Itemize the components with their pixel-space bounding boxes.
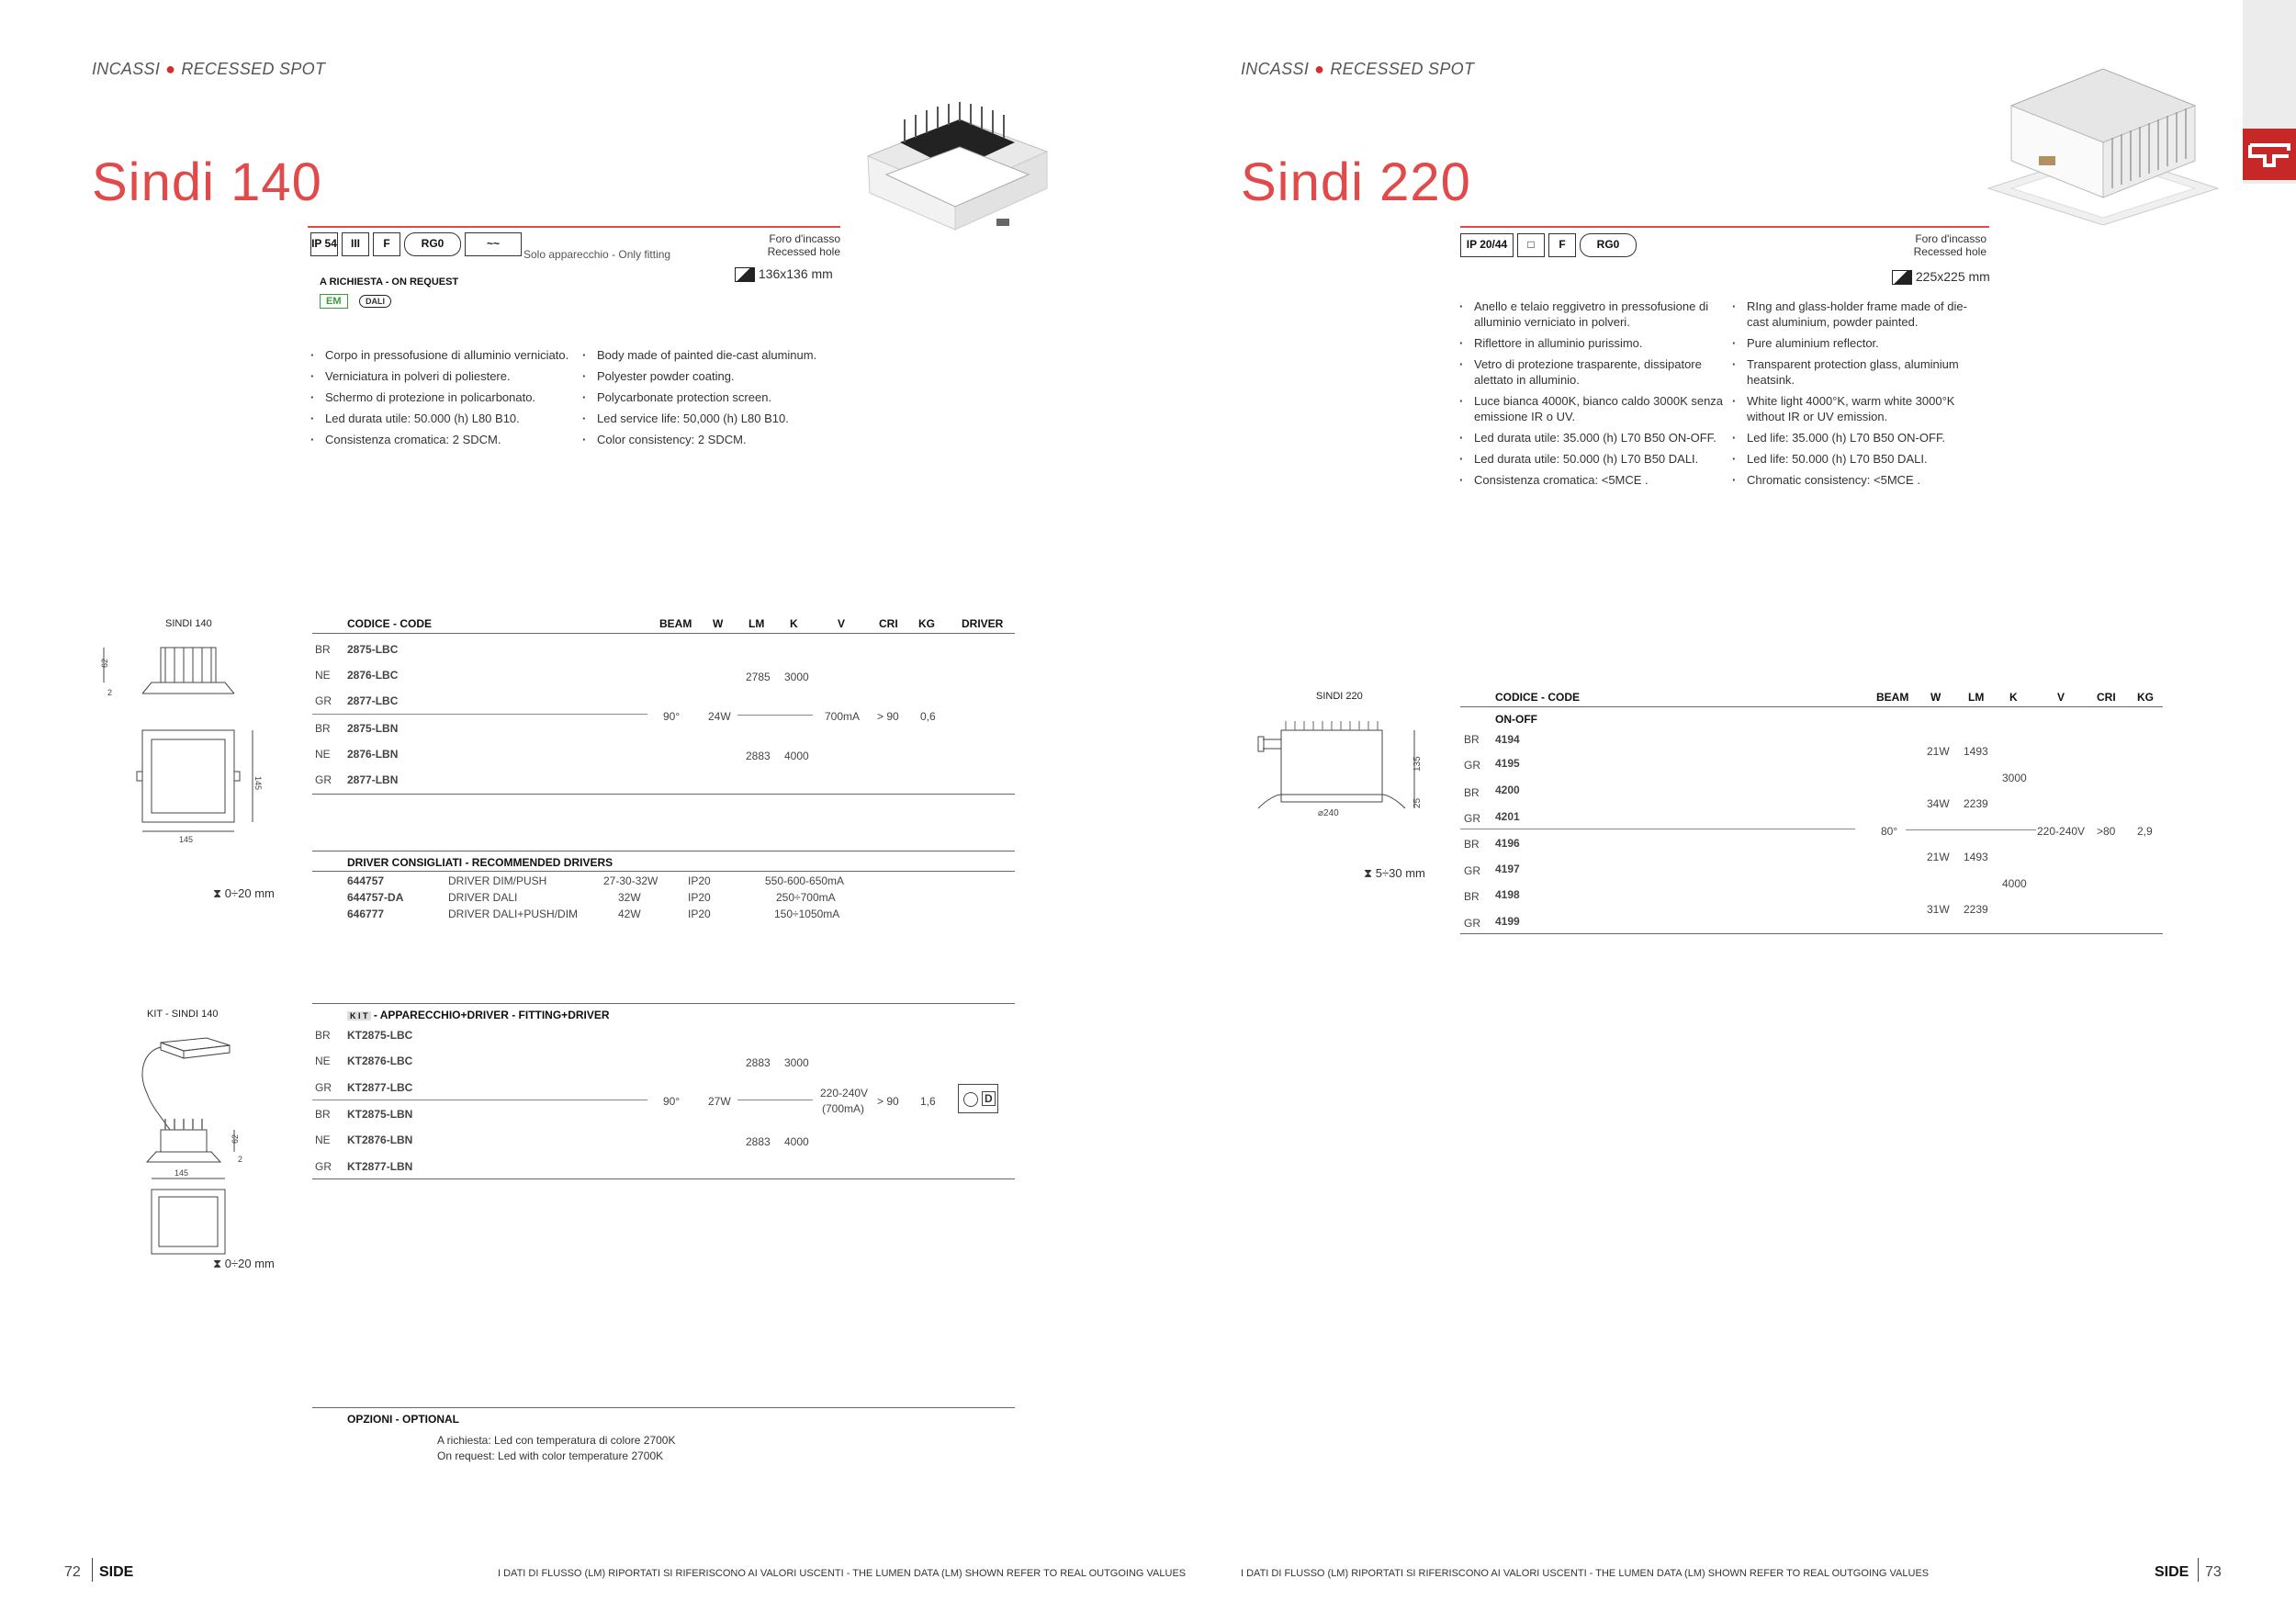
color-code: BR <box>315 722 331 735</box>
kelvin-value: 4000 <box>2002 877 2027 890</box>
description-it <box>309 347 570 453</box>
certification-icons <box>310 232 525 260</box>
watt-value: 31W <box>1927 903 1950 916</box>
dimmable-driver-icon: D <box>958 1084 998 1113</box>
driver-code: 646777 <box>347 908 385 920</box>
col-header-lm: LM <box>748 617 765 630</box>
kit-technical-drawing <box>133 1029 262 1258</box>
driver-current: 250÷700mA <box>776 891 836 904</box>
product-code: 2875-LBN <box>347 722 399 735</box>
footnote: I DATI DI FLUSSO (LM) RIPORTATI SI RIFERISCONO AI VALORI USCENTI - THE LUMEN DATA (LM) SHOWN REFER TO REAL OUTGOING VALUES <box>498 1568 1187 1579</box>
table-rule <box>312 1003 1015 1004</box>
kit-badge: K I T <box>347 1011 371 1021</box>
f-mark-icon: F <box>1548 233 1576 257</box>
col-header-v: V <box>838 617 846 630</box>
f-mark-icon: F <box>373 232 400 256</box>
dim-25-label: 25 <box>1412 797 1423 808</box>
tilt-icon: ⧗ <box>213 886 222 900</box>
col-header-beam: BEAM <box>1876 691 1909 704</box>
lumen-value: 2883 <box>746 750 771 762</box>
kelvin-value: 4000 <box>784 750 809 762</box>
color-code: BR <box>315 1029 331 1042</box>
product-code: KT2876-LBN <box>347 1133 413 1146</box>
color-code: GR <box>1464 812 1480 825</box>
list-item: · Transparent protection glass, aluminium heatsink. <box>1730 356 1987 388</box>
color-code: GR <box>315 773 332 786</box>
color-code: BR <box>1464 838 1480 851</box>
kit-table-title: K I T - APPARECCHIO+DRIVER - FITTING+DRIVER <box>347 1009 610 1021</box>
color-code: GR <box>1464 759 1480 772</box>
list-item: · Led life: 50.000 (h) L70 B50 DALI. <box>1730 451 1987 467</box>
watt-value: 21W <box>1927 745 1950 758</box>
list-item: · Led durata utile: 50.000 (h) L70 B50 DALI. <box>1458 451 1724 467</box>
footer-divider <box>2198 1558 2199 1582</box>
product-code: KT2877-LBC <box>347 1081 413 1094</box>
kit-tilt-range: ⧗ 0÷20 mm <box>213 1257 275 1270</box>
list-item: · Vetro di protezione trasparente, dissipatore alettato in alluminio. <box>1458 356 1724 388</box>
list-item: · Riflettore in alluminio purissimo. <box>1458 335 1724 351</box>
driver-code: 644757 <box>347 874 385 887</box>
footer-divider <box>92 1558 93 1582</box>
col-header-k: K <box>790 617 798 630</box>
table-rule <box>1460 933 2163 934</box>
driver-ip: IP20 <box>688 874 711 887</box>
color-code: BR <box>1464 890 1480 903</box>
list-item: · Polyester powder coating. <box>580 368 847 384</box>
dim-2-label: 2 <box>107 688 113 697</box>
on-request-options <box>320 292 391 309</box>
product-code: 2875-LBC <box>347 643 399 656</box>
product-code: 4198 <box>1495 888 1520 901</box>
bullet-dot: ● <box>1314 60 1325 78</box>
product-code: KT2876-LBC <box>347 1054 413 1067</box>
list-item: · Led life: 35.000 (h) L70 B50 ON-OFF. <box>1730 430 1987 445</box>
brand: SIDE <box>99 1564 134 1580</box>
list-item: · Luce bianca 4000K, bianco caldo 3000K senza emissione IR o UV. <box>1458 393 1724 424</box>
watt-value: 21W <box>1927 851 1950 863</box>
col-header-kg: KG <box>918 617 935 630</box>
cri-value: > 90 <box>877 710 899 723</box>
watt-value: 24W <box>708 710 731 723</box>
table-rule <box>312 1407 1015 1408</box>
beam-value: 80° <box>1881 825 1898 838</box>
drivers-title: DRIVER CONSIGLIATI - RECOMMENDED DRIVERS <box>347 856 613 869</box>
kelvin-value: 3000 <box>784 1056 809 1069</box>
chapter-tab <box>2243 0 2296 184</box>
recessed-category-icon <box>2243 129 2296 180</box>
list-item: · Pure aluminium reflector. <box>1730 335 1987 351</box>
recessed-hole-label: Foro d'incasso Recessed hole <box>767 232 840 258</box>
value-rule <box>1906 829 2036 830</box>
driver-ip: IP20 <box>688 908 711 920</box>
product-photo <box>859 101 1056 239</box>
on-request-label: A RICHIESTA - ON REQUEST <box>320 276 459 288</box>
col-header-w: W <box>1930 691 1941 704</box>
current-value: (700mA) <box>822 1102 865 1115</box>
list-item: · Chromatic consistency: <5MCE . <box>1730 472 1987 488</box>
recessed-hole-size: 225x225 mm <box>1892 269 1990 285</box>
col-header-kg: KG <box>2137 691 2154 704</box>
product-title: Sindi 140 <box>92 152 322 212</box>
list-item: · Consistenza cromatica: <5MCE . <box>1458 472 1724 488</box>
brand: SIDE <box>2155 1564 2189 1580</box>
kelvin-value: 3000 <box>2002 772 2027 784</box>
kit-dim-145-label: 145 <box>174 1168 189 1178</box>
list-item: · Anello e telaio reggivetro in pressofusione di alluminio verniciato in polveri. <box>1458 299 1724 330</box>
hole-size-icon <box>735 267 755 282</box>
voltage-value: 700mA <box>825 710 861 723</box>
description-en <box>580 347 847 453</box>
watt-value: 27W <box>708 1095 731 1108</box>
list-item: · Color consistency: 2 SDCM. <box>580 432 847 447</box>
list-item: · Polycarbonate protection screen. <box>580 389 847 405</box>
watt-value: 34W <box>1927 797 1950 810</box>
driver-watt: 32W <box>618 891 641 904</box>
product-code: 2877-LBC <box>347 694 399 707</box>
product-code: 2877-LBN <box>347 773 399 786</box>
color-code: GR <box>315 694 332 707</box>
color-code: NE <box>315 1133 331 1146</box>
color-code: GR <box>315 1081 332 1094</box>
lumen-value: 2785 <box>746 671 771 683</box>
driver-name: DRIVER DALI+PUSH/DIM <box>448 908 579 920</box>
weight-value: 0,6 <box>920 710 936 723</box>
tilt-icon: ⧗ <box>1364 866 1373 880</box>
bullet-dot: ● <box>165 60 176 78</box>
lumen-value: 1493 <box>1964 851 1988 863</box>
cri-value: > 90 <box>877 1095 899 1108</box>
driver-watt: 27-30-32W <box>603 874 658 887</box>
product-code: KT2875-LBN <box>347 1108 413 1121</box>
col-header-driver: DRIVER <box>962 617 1004 630</box>
recessed-hole-label: Foro d'incasso Recessed hole <box>1913 232 1986 258</box>
description-en <box>1730 299 1987 493</box>
table-rule <box>312 794 1015 795</box>
col-header-beam: BEAM <box>659 617 692 630</box>
list-item: · Led service life: 50,000 (h) L80 B10. <box>580 411 847 426</box>
dali-icon: DALI <box>359 295 391 308</box>
product-photo <box>1984 51 2223 230</box>
color-code: NE <box>315 748 331 761</box>
dim-145-height-label: 145 <box>253 776 263 791</box>
color-code: NE <box>315 669 331 682</box>
col-header-code: CODICE - CODE <box>1495 691 1581 704</box>
product-code: 2876-LBC <box>347 669 399 682</box>
color-code: GR <box>1464 917 1480 930</box>
recessed-hole-size: 136x136 mm <box>735 266 833 282</box>
photobiological-eye-icon: RG0 <box>404 232 461 256</box>
kit-dim-62-label: 62 <box>231 1133 240 1144</box>
product-code: KT2875-LBC <box>347 1029 413 1042</box>
weight-value: 2,9 <box>2137 825 2153 838</box>
driver-name: DRIVER DIM/PUSH <box>448 874 547 887</box>
drawing-caption: SINDI 140 <box>165 618 212 629</box>
col-header-k: K <box>2009 691 2018 704</box>
color-code: BR <box>315 1108 331 1121</box>
tilt-icon: ⧗ <box>213 1257 222 1270</box>
col-header-code: CODICE - CODE <box>347 617 433 630</box>
color-code: BR <box>1464 786 1480 799</box>
lumen-value: 1493 <box>1964 745 1988 758</box>
lumen-value: 2883 <box>746 1056 771 1069</box>
col-header-lm: LM <box>1968 691 1985 704</box>
description-it <box>1458 299 1724 493</box>
list-item: · Led durata utile: 35.000 (h) L70 B50 ON-OFF. <box>1458 430 1724 445</box>
section-header: INCASSI ● RECESSED SPOT <box>1241 60 1475 78</box>
optional-it: A richiesta: Led con temperatura di colore 2700K <box>437 1434 676 1447</box>
kit-dim-2-label: 2 <box>238 1155 243 1164</box>
technical-drawing <box>1249 716 1433 827</box>
list-item: · White light 4000°K, warm white 3000°K without IR or UV emission. <box>1730 393 1987 424</box>
product-code: KT2877-LBN <box>347 1160 413 1173</box>
kelvin-value: 3000 <box>784 671 809 683</box>
list-item: · Verniciatura in polveri di poliestere. <box>309 368 570 384</box>
product-code: 4200 <box>1495 784 1520 796</box>
chapter-tab-marker <box>2243 129 2296 180</box>
technical-drawing <box>96 638 280 868</box>
col-header-cri: CRI <box>879 617 898 630</box>
tilt-range: ⧗ 0÷20 mm <box>213 886 275 900</box>
driver-watt: 42W <box>618 908 641 920</box>
product-code: 4201 <box>1495 810 1520 823</box>
voltage-value: 220-240V <box>2037 825 2086 838</box>
product-code: 4196 <box>1495 837 1520 850</box>
list-item: · RIng and glass-holder frame made of die-cast aluminium, powder painted. <box>1730 299 1987 330</box>
beam-value: 90° <box>663 1095 681 1108</box>
table-rule <box>1460 706 2163 707</box>
product-code: 4194 <box>1495 733 1520 746</box>
value-rule <box>737 715 813 716</box>
class-ii-icon: □ <box>1517 233 1545 257</box>
color-code: BR <box>1464 733 1480 746</box>
color-code: NE <box>315 1054 331 1067</box>
dim-240-label: ⌀240 <box>1318 808 1339 818</box>
driver-wave-icon: ~~ <box>465 232 522 256</box>
list-item: · Corpo in pressofusione di alluminio verniciato. <box>309 347 570 363</box>
color-code: BR <box>315 643 331 656</box>
driver-current: 150÷1050mA <box>774 908 840 920</box>
group-rule <box>312 714 647 715</box>
cri-value: >80 <box>2097 825 2116 838</box>
table-rule <box>312 633 1015 634</box>
subheader-on-off: ON-OFF <box>1495 713 1537 726</box>
driver-ip: IP20 <box>688 891 711 904</box>
hole-size-icon <box>1892 270 1912 285</box>
ip-rating-icon: IP 20/44 <box>1460 233 1514 257</box>
kelvin-value: 4000 <box>784 1135 809 1148</box>
dim-62-label: 62 <box>100 658 109 668</box>
product-code: 4199 <box>1495 915 1520 928</box>
ip-rating-icon: IP 54 <box>310 232 338 256</box>
dim-145-width-label: 145 <box>179 835 194 844</box>
beam-value: 90° <box>663 710 681 723</box>
voltage-value: 220-240V <box>820 1087 869 1100</box>
drawing-caption: SINDI 220 <box>1316 691 1363 702</box>
product-code: 4195 <box>1495 757 1520 770</box>
driver-name: DRIVER DALI <box>448 891 518 904</box>
tilt-range: ⧗ 5÷30 mm <box>1364 866 1425 880</box>
optional-en: On request: Led with color temperature 2700K <box>437 1449 664 1462</box>
product-title: Sindi 220 <box>1241 152 1471 212</box>
product-code: 2876-LBN <box>347 748 399 761</box>
dim-135-label: 135 <box>1412 756 1423 772</box>
list-item: · Schermo di protezione in policarbonato. <box>309 389 570 405</box>
lumen-value: 2883 <box>746 1135 771 1148</box>
page-number: 73 <box>2205 1564 2222 1580</box>
table-rule <box>312 871 1015 872</box>
product-code: 4197 <box>1495 863 1520 875</box>
optional-title: OPZIONI - OPTIONAL <box>347 1413 459 1426</box>
emergency-icon: EM <box>320 294 348 309</box>
color-code: GR <box>315 1160 332 1173</box>
title-rule <box>308 226 840 228</box>
list-item: · Body made of painted die-cast aluminum. <box>580 347 847 363</box>
list-item: · Consistenza cromatica: 2 SDCM. <box>309 432 570 447</box>
driver-current: 550-600-650mA <box>765 874 845 887</box>
photobiological-eye-icon: RG0 <box>1580 233 1637 257</box>
title-rule <box>1460 226 1989 228</box>
lumen-value: 2239 <box>1964 797 1988 810</box>
weight-value: 1,6 <box>920 1095 936 1108</box>
col-header-w: W <box>713 617 724 630</box>
col-header-v: V <box>2057 691 2065 704</box>
certification-icons <box>1460 233 1640 261</box>
class-iii-icon: III <box>342 232 369 256</box>
only-fitting-note: Solo apparecchio - Only fitting <box>523 248 671 261</box>
list-item: · Led durata utile: 50.000 (h) L80 B10. <box>309 411 570 426</box>
section-header: INCASSI ● RECESSED SPOT <box>92 60 326 78</box>
lumen-value: 2239 <box>1964 903 1988 916</box>
col-header-cri: CRI <box>2097 691 2116 704</box>
driver-code: 644757-DA <box>347 891 404 904</box>
page-number: 72 <box>64 1564 81 1580</box>
color-code: GR <box>1464 864 1480 877</box>
kit-drawing-caption: KIT - SINDI 140 <box>147 1009 219 1020</box>
footnote: I DATI DI FLUSSO (LM) RIPORTATI SI RIFERISCONO AI VALORI USCENTI - THE LUMEN DATA (LM) SHOWN REFER TO REAL OUTGOING VALUES <box>1241 1568 1930 1579</box>
